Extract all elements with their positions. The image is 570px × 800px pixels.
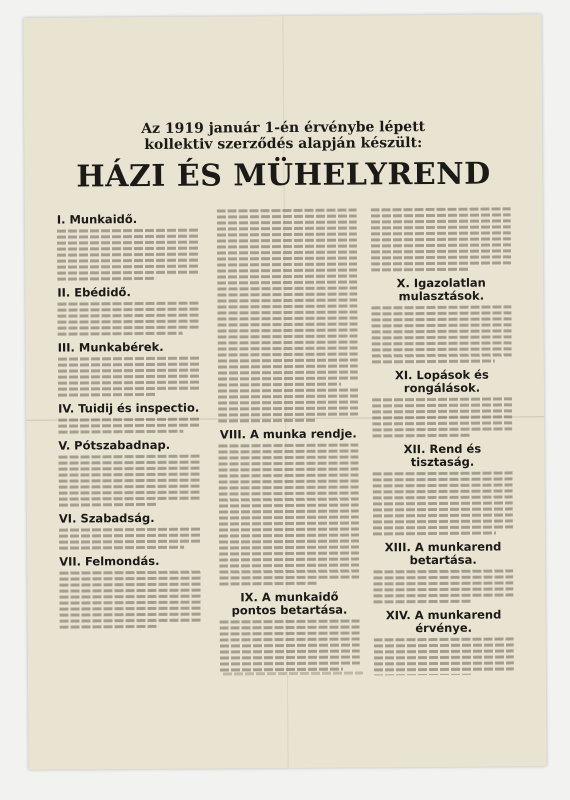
text-line (217, 250, 357, 254)
text-line (371, 305, 511, 309)
text-line (59, 577, 201, 581)
section-heading: X. Igazolatlan mulasztások. (396, 275, 486, 304)
text-line (374, 667, 514, 671)
text-line (373, 507, 513, 511)
text-line (57, 241, 199, 245)
text-line (218, 388, 358, 392)
text-line (371, 311, 511, 315)
text-line (374, 649, 514, 653)
text-line (371, 213, 511, 217)
text-line (217, 262, 357, 266)
poster-title: HÁZI ÉS MÜHELYREND (76, 156, 491, 195)
text-line (218, 322, 358, 326)
text-line (220, 649, 360, 653)
text-line (218, 449, 358, 453)
text-line (217, 232, 357, 236)
text-line (58, 387, 200, 391)
text-line (220, 661, 360, 665)
text-line (57, 247, 199, 251)
text-line (58, 424, 200, 428)
text-line (58, 455, 200, 459)
text-line (218, 419, 316, 423)
text-line (59, 534, 201, 538)
text-line (219, 569, 359, 573)
header-line-2: kollektiv szerződés alapján készült: (144, 135, 423, 153)
text-line (219, 557, 359, 561)
text-line (218, 412, 358, 416)
text-line (219, 491, 359, 495)
text-line (59, 589, 201, 593)
text-line (217, 292, 357, 296)
text-line (372, 434, 470, 438)
text-line (57, 265, 199, 269)
text-line (58, 375, 200, 379)
text-line (59, 491, 201, 495)
text-line (218, 461, 358, 465)
text-line (373, 519, 513, 523)
text-line (218, 394, 358, 398)
text-line (371, 237, 511, 241)
text-line (220, 619, 360, 623)
text-line (60, 619, 202, 623)
text-line (219, 515, 359, 519)
text-line (59, 528, 201, 532)
text-line (219, 467, 359, 471)
text-line (59, 546, 184, 550)
text-line (218, 358, 358, 362)
text-line (371, 261, 511, 265)
text-line (217, 256, 357, 260)
text-line (57, 302, 199, 306)
text-line (219, 521, 359, 525)
text-line (57, 308, 199, 312)
text-line (57, 320, 199, 324)
section-heading: I. Munkaidő. (56, 212, 138, 227)
text-line (58, 332, 183, 336)
text-line (372, 353, 512, 357)
section-heading: XII. Rend és tisztaság. (403, 441, 482, 470)
text-line (57, 271, 199, 275)
text-line (371, 225, 511, 229)
text-line (372, 397, 512, 401)
text-line (218, 455, 358, 459)
header-line-1: Az 1919 január 1-én érvénybe lépett (141, 119, 426, 137)
text-line (217, 214, 357, 218)
text-line (219, 503, 359, 507)
section-heading: IV. Tuidij és inspectio. (58, 400, 200, 416)
text-line (57, 253, 199, 257)
text-line (218, 328, 358, 332)
text-line (59, 540, 201, 544)
text-line (372, 341, 512, 345)
column-middle (217, 205, 360, 676)
text-line (218, 352, 358, 356)
text-line (217, 304, 357, 308)
poster-sheet (23, 14, 546, 770)
text-line (58, 326, 200, 330)
text-line (217, 268, 357, 272)
text-line (373, 532, 496, 536)
text-line (371, 255, 511, 259)
section-heading: VIII. A munka rendje. (219, 426, 357, 442)
text-line (373, 587, 513, 591)
text-line (372, 421, 512, 425)
text-line (218, 406, 358, 410)
text-line (220, 637, 360, 641)
text-line (371, 219, 511, 223)
section-heading: XI. Lopások és rongálások. (394, 367, 489, 396)
text-line (372, 403, 512, 407)
text-line (373, 569, 513, 573)
text-line (374, 643, 514, 647)
text-line (217, 208, 357, 212)
text-line (373, 471, 513, 475)
text-line (219, 485, 359, 489)
text-line (373, 600, 471, 604)
text-line (58, 418, 200, 422)
section-heading: VII. Felmondás. (59, 553, 160, 569)
text-line (59, 467, 201, 471)
text-line (58, 393, 157, 397)
text-line (219, 545, 359, 549)
text-line (218, 340, 358, 344)
text-line (217, 280, 357, 284)
text-line (217, 310, 357, 314)
text-line (220, 655, 360, 659)
text-line (57, 259, 199, 263)
text-line (58, 357, 200, 361)
text-line (59, 473, 201, 477)
text-line (372, 347, 512, 351)
text-line (217, 238, 357, 242)
text-line (372, 409, 512, 413)
text-line (372, 335, 512, 339)
section-heading: IX. A munkaidő pontos betartása. (231, 589, 348, 618)
text-line (373, 525, 513, 529)
text-line (371, 207, 511, 211)
text-line (372, 427, 512, 431)
text-line (220, 631, 360, 635)
text-line (217, 244, 357, 248)
text-line (218, 370, 358, 374)
text-line (58, 363, 200, 367)
text-line (218, 376, 358, 380)
text-line (58, 381, 200, 385)
text-line (220, 625, 360, 629)
text-line (219, 479, 359, 483)
text-line (57, 314, 199, 318)
text-line (218, 400, 358, 404)
text-line (219, 551, 359, 555)
text-line (57, 235, 199, 239)
text-line (374, 637, 514, 641)
text-line (373, 495, 513, 499)
text-line (372, 323, 512, 327)
text-line (217, 286, 357, 290)
text-line (218, 383, 341, 387)
text-line (373, 483, 513, 487)
text-line (60, 625, 159, 629)
text-line (373, 501, 513, 505)
section-heading: XIII. A munkarend betartása. (384, 539, 502, 568)
text-line (372, 329, 512, 333)
text-line (373, 575, 513, 579)
text-line (219, 539, 359, 543)
text-line (59, 485, 201, 489)
text-line (220, 643, 360, 647)
text-line (57, 229, 199, 233)
column-right (371, 204, 514, 675)
column-left (57, 207, 202, 678)
text-line (219, 533, 359, 537)
text-line (373, 593, 513, 597)
text-line (373, 581, 513, 585)
text-line (371, 268, 469, 272)
text-line (219, 473, 359, 477)
text-line (59, 497, 201, 501)
section-heading: V. Pótszabadnap. (58, 437, 171, 453)
text-line (217, 220, 357, 224)
text-line (59, 607, 201, 611)
text-line (219, 509, 359, 513)
text-line (58, 430, 183, 434)
text-line (374, 674, 472, 676)
text-line (219, 582, 317, 586)
text-line (57, 277, 156, 281)
text-line (217, 226, 357, 230)
text-line (372, 415, 512, 419)
text-line (60, 613, 202, 617)
text-line (58, 461, 200, 465)
text-line (372, 360, 495, 364)
text-line (59, 601, 201, 605)
text-line (371, 317, 511, 321)
text-line (219, 527, 359, 531)
text-line (373, 513, 513, 517)
text-line (371, 231, 511, 235)
section-heading: XIV. A munkarend érvénye. (385, 607, 502, 636)
text-line (371, 243, 511, 247)
text-line (373, 489, 513, 493)
text-line (374, 655, 514, 659)
text-line (219, 575, 359, 579)
text-line (59, 595, 201, 599)
text-line (59, 503, 158, 507)
section-heading: VI. Szabadság. (58, 510, 155, 526)
text-line (218, 334, 358, 338)
text-line (218, 364, 358, 368)
text-line (371, 249, 511, 253)
text-line (373, 477, 513, 481)
text-line (217, 316, 357, 320)
text-line (217, 274, 357, 278)
text-line (217, 298, 357, 302)
text-line (218, 346, 358, 350)
section-heading: III. Munkabérek. (57, 339, 164, 355)
text-line (59, 583, 201, 587)
text-line (219, 497, 359, 501)
text-line (59, 571, 201, 575)
text-line (218, 443, 358, 447)
text-line (219, 563, 359, 567)
text-line (58, 369, 200, 373)
text-line (59, 479, 201, 483)
section-heading: II. Ebédidő. (57, 285, 131, 300)
text-line (374, 661, 514, 665)
